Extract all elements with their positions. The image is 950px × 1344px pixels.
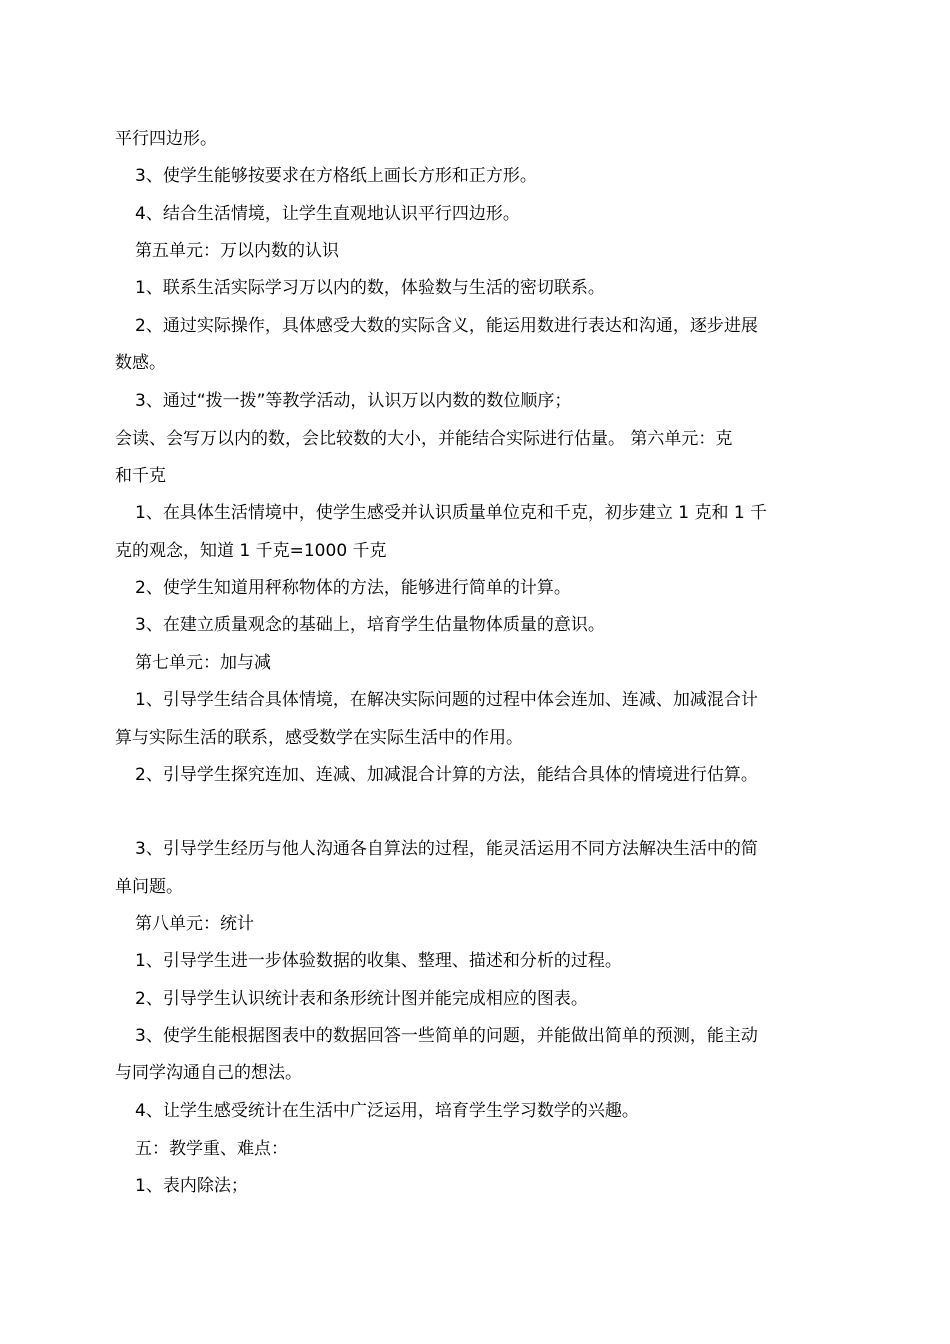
text-line: 3、使学生能够按要求在方格纸上画长方形和正方形。 — [135, 166, 537, 186]
text-line: 3、使学生能根据图表中的数据回答一些简单的问题，并能做出简单的预测，能主动 — [135, 1026, 758, 1046]
text-line: 3、引导学生经历与他人沟通各自算法的过程，能灵活运用不同方法解决生活中的简 — [135, 839, 758, 859]
text-line: 1、在具体生活情境中，使学生感受并认识质量单位克和千克，初步建立 1 克和 1 千 — [135, 503, 768, 523]
text-line: 3、通过“拨一拨”等教学活动，认识万以内数的数位顺序； — [135, 391, 572, 411]
text-line: 平行四边形。 — [115, 129, 217, 149]
text-line: 2、引导学生探究连加、连减、加减混合计算的方法，能结合具体的情境进行估算。 — [135, 765, 758, 785]
section-heading: 第七单元：加与减 — [135, 653, 271, 673]
text-line: 1、表内除法； — [135, 1176, 248, 1196]
section-heading: 第五单元：万以内数的认识 — [135, 241, 339, 261]
text-line: 2、通过实际操作，具体感受大数的实际含义，能运用数进行表达和沟通，逐步进展 — [135, 316, 758, 336]
section-heading: 第八单元：统计 — [135, 914, 254, 934]
text-line: 与同学沟通自己的想法。 — [115, 1063, 302, 1083]
text-line: 会读、会写万以内的数，会比较数的大小，并能结合实际进行估量。 第六单元：克 — [115, 429, 733, 449]
text-line: 1、引导学生结合具体情境，在解决实际问题的过程中体会连加、连减、加减混合计 — [135, 690, 758, 710]
text-line: 算与实际生活的联系，感受数学在实际生活中的作用。 — [115, 728, 523, 748]
text-line: 1、联系生活实际学习万以内的数，体验数与生活的密切联系。 — [135, 278, 605, 298]
text-line: 3、在建立质量观念的基础上，培育学生估量物体质量的意识。 — [135, 615, 605, 635]
text-line: 2、引导学生认识统计表和条形统计图并能完成相应的图表。 — [135, 989, 588, 1009]
text-line: 4、让学生感受统计在生活中广泛运用，培育学生学习数学的兴趣。 — [135, 1101, 639, 1121]
text-line: 克的观念，知道 1 千克=1000 千克 — [115, 541, 387, 561]
text-line: 1、引导学生进一步体验数据的收集、整理、描述和分析的过程。 — [135, 951, 622, 971]
section-heading: 五：教学重、难点： — [135, 1139, 288, 1159]
text-line: 4、结合生活情境，让学生直观地认识平行四边形。 — [135, 204, 520, 224]
text-line: 2、使学生知道用秤称物体的方法，能够进行简单的计算。 — [135, 578, 571, 598]
text-line: 和千克 — [115, 466, 166, 486]
text-line: 数感。 — [115, 353, 166, 373]
text-line: 单问题。 — [115, 877, 183, 897]
